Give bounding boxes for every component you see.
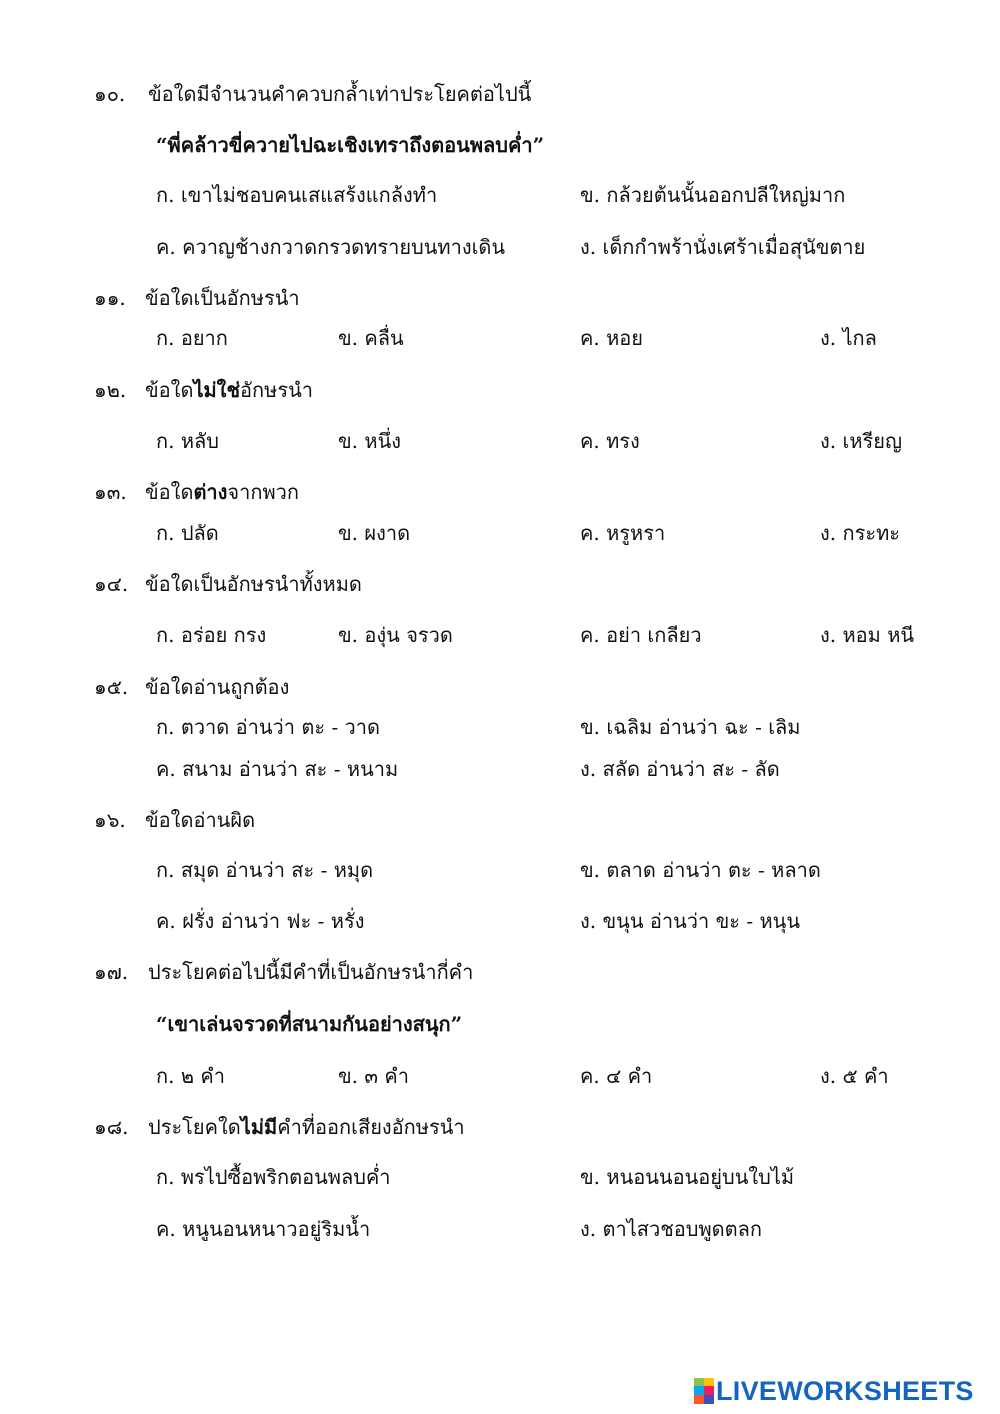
stem-emphasis: ต่าง xyxy=(193,480,228,504)
option-a[interactable]: ก. อร่อย กรง xyxy=(156,623,267,647)
option-d[interactable]: ง. ไกล xyxy=(820,326,877,350)
option-c[interactable]: ค. หอย xyxy=(580,326,644,350)
question-stem: ข้อใดอ่านถูกต้อง xyxy=(145,675,290,699)
question-stem: ข้อใดเป็นอักษรนำทั้งหมด xyxy=(145,572,362,596)
option-d[interactable]: ง. ขนุน อ่านว่า ขะ - หนุน xyxy=(580,909,800,933)
question-stem xyxy=(145,482,299,502)
question-stem xyxy=(145,380,313,400)
question-quote: “พี่คล้าวขี่ควายไปฉะเชิงเทราถึงตอนพลบค่ำ” xyxy=(156,133,545,157)
option-d[interactable]: ง. ๕ คำ xyxy=(820,1064,889,1088)
option-d[interactable]: ง. เหรียญ xyxy=(820,429,903,453)
question-number: ๑๑. xyxy=(94,286,126,310)
option-b[interactable]: ข. องุ่น จรวด xyxy=(338,623,453,647)
question-stem: ข้อใดมีจำนวนคำควบกล้ำเท่าประโยคต่อไปนี้ xyxy=(148,82,532,106)
option-c[interactable]: ค. ทรง xyxy=(580,429,640,453)
question-number: ๑๖. xyxy=(94,808,126,832)
option-c[interactable]: ค. ฝรั่ง อ่านว่า ฟะ - หรั่ง xyxy=(156,909,365,933)
stem-emphasis: ไม่มี xyxy=(240,1115,278,1139)
option-d[interactable]: ง. กระทะ xyxy=(820,521,900,545)
question-number: ๑๗. xyxy=(94,960,129,984)
option-d[interactable]: ง. สลัด อ่านว่า สะ - ลัด xyxy=(580,757,780,781)
liveworksheets-logo[interactable] xyxy=(694,1376,974,1406)
option-a[interactable]: ก. ปลัด xyxy=(156,521,219,545)
option-c[interactable]: ค. สนาม อ่านว่า สะ - หนาม xyxy=(156,757,399,781)
question-number: ๑๐. xyxy=(94,82,126,106)
option-b[interactable]: ข. ๓ คำ xyxy=(338,1064,410,1088)
option-d[interactable]: ง. ตาไสวชอบพูดตลก xyxy=(580,1217,763,1241)
option-c[interactable]: ค. หนูนอนหนาวอยู่ริมน้ำ xyxy=(156,1217,371,1241)
stem-text: ข้อใด xyxy=(145,480,194,504)
option-a[interactable]: ก. หลับ xyxy=(156,429,219,453)
option-a[interactable]: ก. ๒ คำ xyxy=(156,1064,225,1088)
option-c[interactable]: ค. อย่า เกลียว xyxy=(580,623,702,647)
question-stem xyxy=(148,1117,465,1137)
option-d[interactable]: ง. หอม หนี xyxy=(820,623,915,647)
question-number: ๑๒. xyxy=(94,378,127,402)
question-stem: ประโยคต่อไปนี้มีคำที่เป็นอักษรนำกี่คำ xyxy=(148,960,474,984)
stem-text: ข้อใด xyxy=(145,378,194,402)
option-b[interactable]: ข. ผงาด xyxy=(338,521,411,545)
option-b[interactable]: ข. คลื่น xyxy=(338,326,404,350)
option-b[interactable]: ข. กล้วยต้นนั้นออกปลีใหญ่มาก xyxy=(580,183,846,207)
question-number: ๑๔. xyxy=(94,572,129,596)
option-c[interactable]: ค. หรูหรา xyxy=(580,521,666,545)
stem-text: ประโยคใด xyxy=(148,1115,241,1139)
option-a[interactable]: ก. เขาไม่ชอบคนเสแสร้งแกล้งทำ xyxy=(156,183,438,207)
question-quote: “เขาเล่นจรวดที่สนามกันอย่างสนุก” xyxy=(156,1012,463,1036)
question-number: ๑๘. xyxy=(94,1115,129,1139)
option-a[interactable]: ก. อยาก xyxy=(156,326,228,350)
option-c[interactable]: ค. ๔ คำ xyxy=(580,1064,653,1088)
option-b[interactable]: ข. หนอนนอนอยู่บนใบไม้ xyxy=(580,1165,795,1189)
stem-text: คำที่ออกเสียงอักษรนำ xyxy=(277,1115,465,1139)
stem-text: อักษรนำ xyxy=(240,378,313,402)
liveworksheets-logo-text: LIVEWORKSHEETS xyxy=(716,1375,974,1406)
option-a[interactable]: ก. สมุด อ่านว่า สะ - หมุด xyxy=(156,858,374,882)
option-b[interactable]: ข. ตลาด อ่านว่า ตะ - หลาด xyxy=(580,858,821,882)
question-number: ๑๓. xyxy=(94,480,127,504)
option-a[interactable]: ก. พรไปซื้อพริกตอนพลบค่ำ xyxy=(156,1165,391,1189)
option-d[interactable]: ง. เด็กกำพร้านั่งเศร้าเมื่อสุนัขตาย xyxy=(580,235,866,259)
option-b[interactable]: ข. หนึ่ง xyxy=(338,429,402,453)
question-number: ๑๕. xyxy=(94,675,129,699)
question-stem: ข้อใดอ่านผิด xyxy=(145,808,256,832)
stem-text: จากพวก xyxy=(227,480,300,504)
option-c[interactable]: ค. ควาญช้างกวาดกรวดทรายบนทางเดิน xyxy=(156,235,506,259)
liveworksheets-logo-icon xyxy=(694,1378,714,1404)
question-stem: ข้อใดเป็นอักษรนำ xyxy=(145,286,300,310)
stem-emphasis: ไม่ใช่ xyxy=(193,378,241,402)
option-b[interactable]: ข. เฉลิม อ่านว่า ฉะ - เลิม xyxy=(580,715,801,739)
option-a[interactable]: ก. ตวาด อ่านว่า ตะ - วาด xyxy=(156,715,381,739)
